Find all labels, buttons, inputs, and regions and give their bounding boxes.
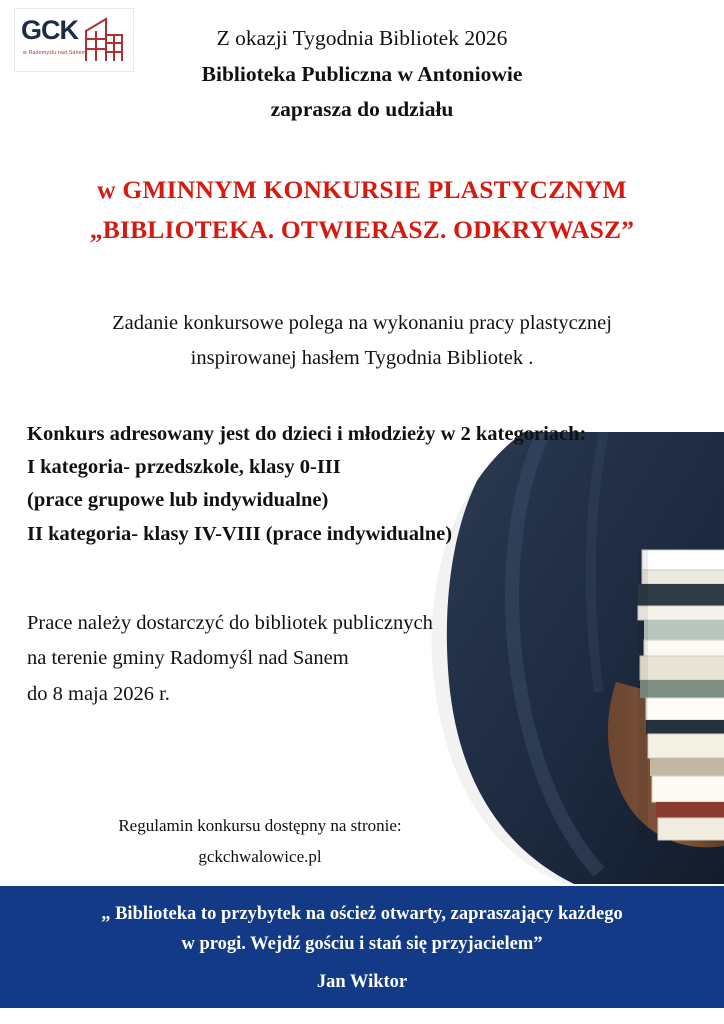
logo-subtitle: w Radomyślu nad Sanem: [23, 50, 87, 56]
footer-quote: [0, 886, 724, 1008]
logo-text: GCK: [21, 15, 78, 45]
task-line-1: Zadanie konkursowe polega na wykonaniu pracy plastycznej: [112, 312, 612, 334]
footer-quote-author: Jan Wiktor: [316, 971, 408, 992]
poster-header: [0, 28, 724, 121]
delivery-deadline: do 8 maja 2026 r.: [27, 682, 170, 705]
category-item-1: I kategoria- przedszkole, klasy 0-III: [27, 456, 341, 479]
delivery-line-1: Prace należy dostarczyć do bibliotek publicznych: [27, 612, 433, 634]
footer-quote-line-2: w progi. Wejdź gościu i stań się przyjacielem”: [181, 933, 543, 954]
category-item-3: II kategoria- klasy IV-VIII (prace indywidualne): [27, 522, 453, 545]
rules-label: Regulamin konkursu dostępny na stronie:: [118, 816, 402, 835]
category-item-2: (prace grupowe lub indywidualne): [27, 489, 329, 512]
contest-title-line-1: w GMINNYM KONKURSIE PLASTYCZNYM: [97, 175, 627, 204]
delivery-info: [27, 606, 547, 712]
delivery-line-2: na terenie gminy Radomyśl nad Sanem: [27, 647, 349, 670]
rules-info: [0, 810, 520, 873]
task-line-2: inspirowanej hasłem Tygodnia Bibliotek .: [190, 346, 534, 369]
header-line-2: Biblioteka Publiczna w Antoniowie: [201, 61, 523, 86]
contest-title: [0, 170, 724, 249]
contest-title-line-2: „BIBLIOTEKA. OTWIERASZ. ODKRYWASZ”: [89, 214, 635, 244]
header-line-3: zaprasza do udziału: [270, 97, 454, 121]
header-line-1: Z okazji Tygodnia Bibliotek 2026: [216, 26, 508, 50]
bottom-white-strip: [0, 1008, 724, 1024]
rules-website: gckchwalowice.pl: [198, 847, 322, 867]
task-description: [0, 306, 724, 376]
categories-intro: Konkurs adresowany jest do dzieci i młodzieży w 2 kategoriach:: [27, 423, 587, 445]
footer-quote-line-1: „ Biblioteka to przybytek na oścież otwarty, zapraszający każdego: [101, 904, 623, 924]
categories-block: [27, 418, 687, 551]
